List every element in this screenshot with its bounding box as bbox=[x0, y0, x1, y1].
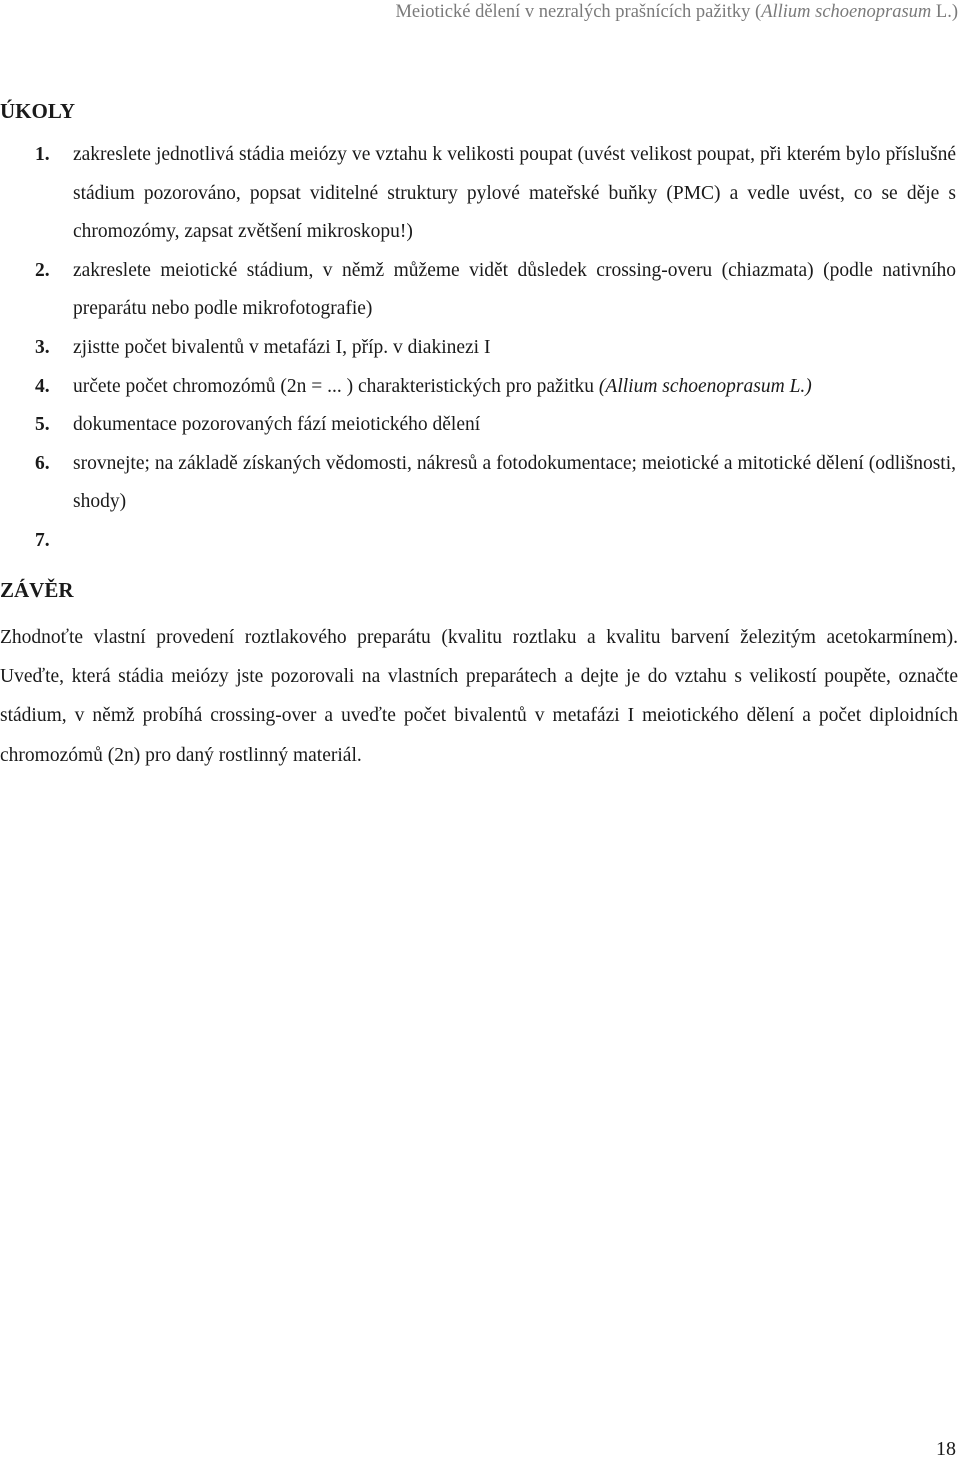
running-header-latin-name: Allium schoenoprasum bbox=[761, 2, 932, 22]
tasks-heading: ÚKOLY bbox=[0, 99, 76, 123]
task-text: dokumentace pozorovaných fází meiotického dělení bbox=[73, 414, 481, 436]
task-item-3 bbox=[0, 329, 956, 368]
task-text: zakreslete meiotické stádium, v němž můžeme vidět důsledek crossing-overu (chiazmata) (podle nativního preparátu nebo podle mikrofotografie) bbox=[73, 259, 956, 320]
task-item-4 bbox=[0, 368, 956, 407]
task-item-5 bbox=[0, 406, 956, 445]
task-list bbox=[0, 136, 960, 561]
task-text: zjistte počet bivalentů v metafázi I, příp. v diakinezi I bbox=[73, 336, 491, 358]
conclusion-paragraph: Zhodnoťte vlastní provedení roztlakového preparátu (kvalitu roztlaku a kvalitu barvení železitým acetokarmínem). Uveďte, která stádia meiózy jste pozorovali na vlastních preparátech a dejte je do vztahu s velikostí poupěte, označte stádium, v němž probíhá crossing-over a uveďte počet bivalentů v metafázi I meiotického dělení a počet diploidních chromozómů (2n) pro daný rostlinný materiál. bbox=[0, 627, 958, 766]
task-number: 3. bbox=[35, 336, 50, 358]
conclusion-heading: ZÁVĚR bbox=[0, 578, 74, 602]
task-number: 4. bbox=[35, 375, 50, 397]
task-item-7 bbox=[0, 522, 956, 561]
task-text: srovnejte; na základě získaných vědomosti, nákresů a fotodokumentace; meiotické a mitotické dělení (odlišnosti, shody) bbox=[73, 452, 956, 513]
task-text: určete počet chromozómů (2n = ... ) charakteristických pro pažitku bbox=[73, 375, 599, 397]
task-number: 5. bbox=[35, 414, 50, 436]
task-item-1 bbox=[0, 136, 956, 252]
task-text: zakreslete jednotlivá stádia meiózy ve vztahu k velikosti poupat (uvést velikost poupat, při kterém bylo příslušné stádium pozorováno, popsat viditelné struktury pylové mateřské buňky (PMC) a vedle uvést, co se děje s chromozómy, zapsat zvětšení mikroskopu!) bbox=[73, 144, 956, 243]
task-number: 1. bbox=[35, 144, 50, 165]
task-item-6 bbox=[0, 445, 956, 522]
page-number: 18 bbox=[936, 1438, 956, 1460]
task-number: 7. bbox=[35, 529, 50, 551]
task-item-2 bbox=[0, 252, 956, 329]
task-number: 2. bbox=[35, 259, 50, 281]
running-header-text: Meiotické dělení v nezralých prašnících pažitky ( bbox=[395, 2, 762, 22]
task-number: 6. bbox=[35, 452, 50, 474]
task-latin-name: (Allium schoenoprasum L.) bbox=[598, 375, 812, 397]
running-header-text-end: L.) bbox=[931, 2, 958, 22]
running-header bbox=[395, 1, 958, 23]
